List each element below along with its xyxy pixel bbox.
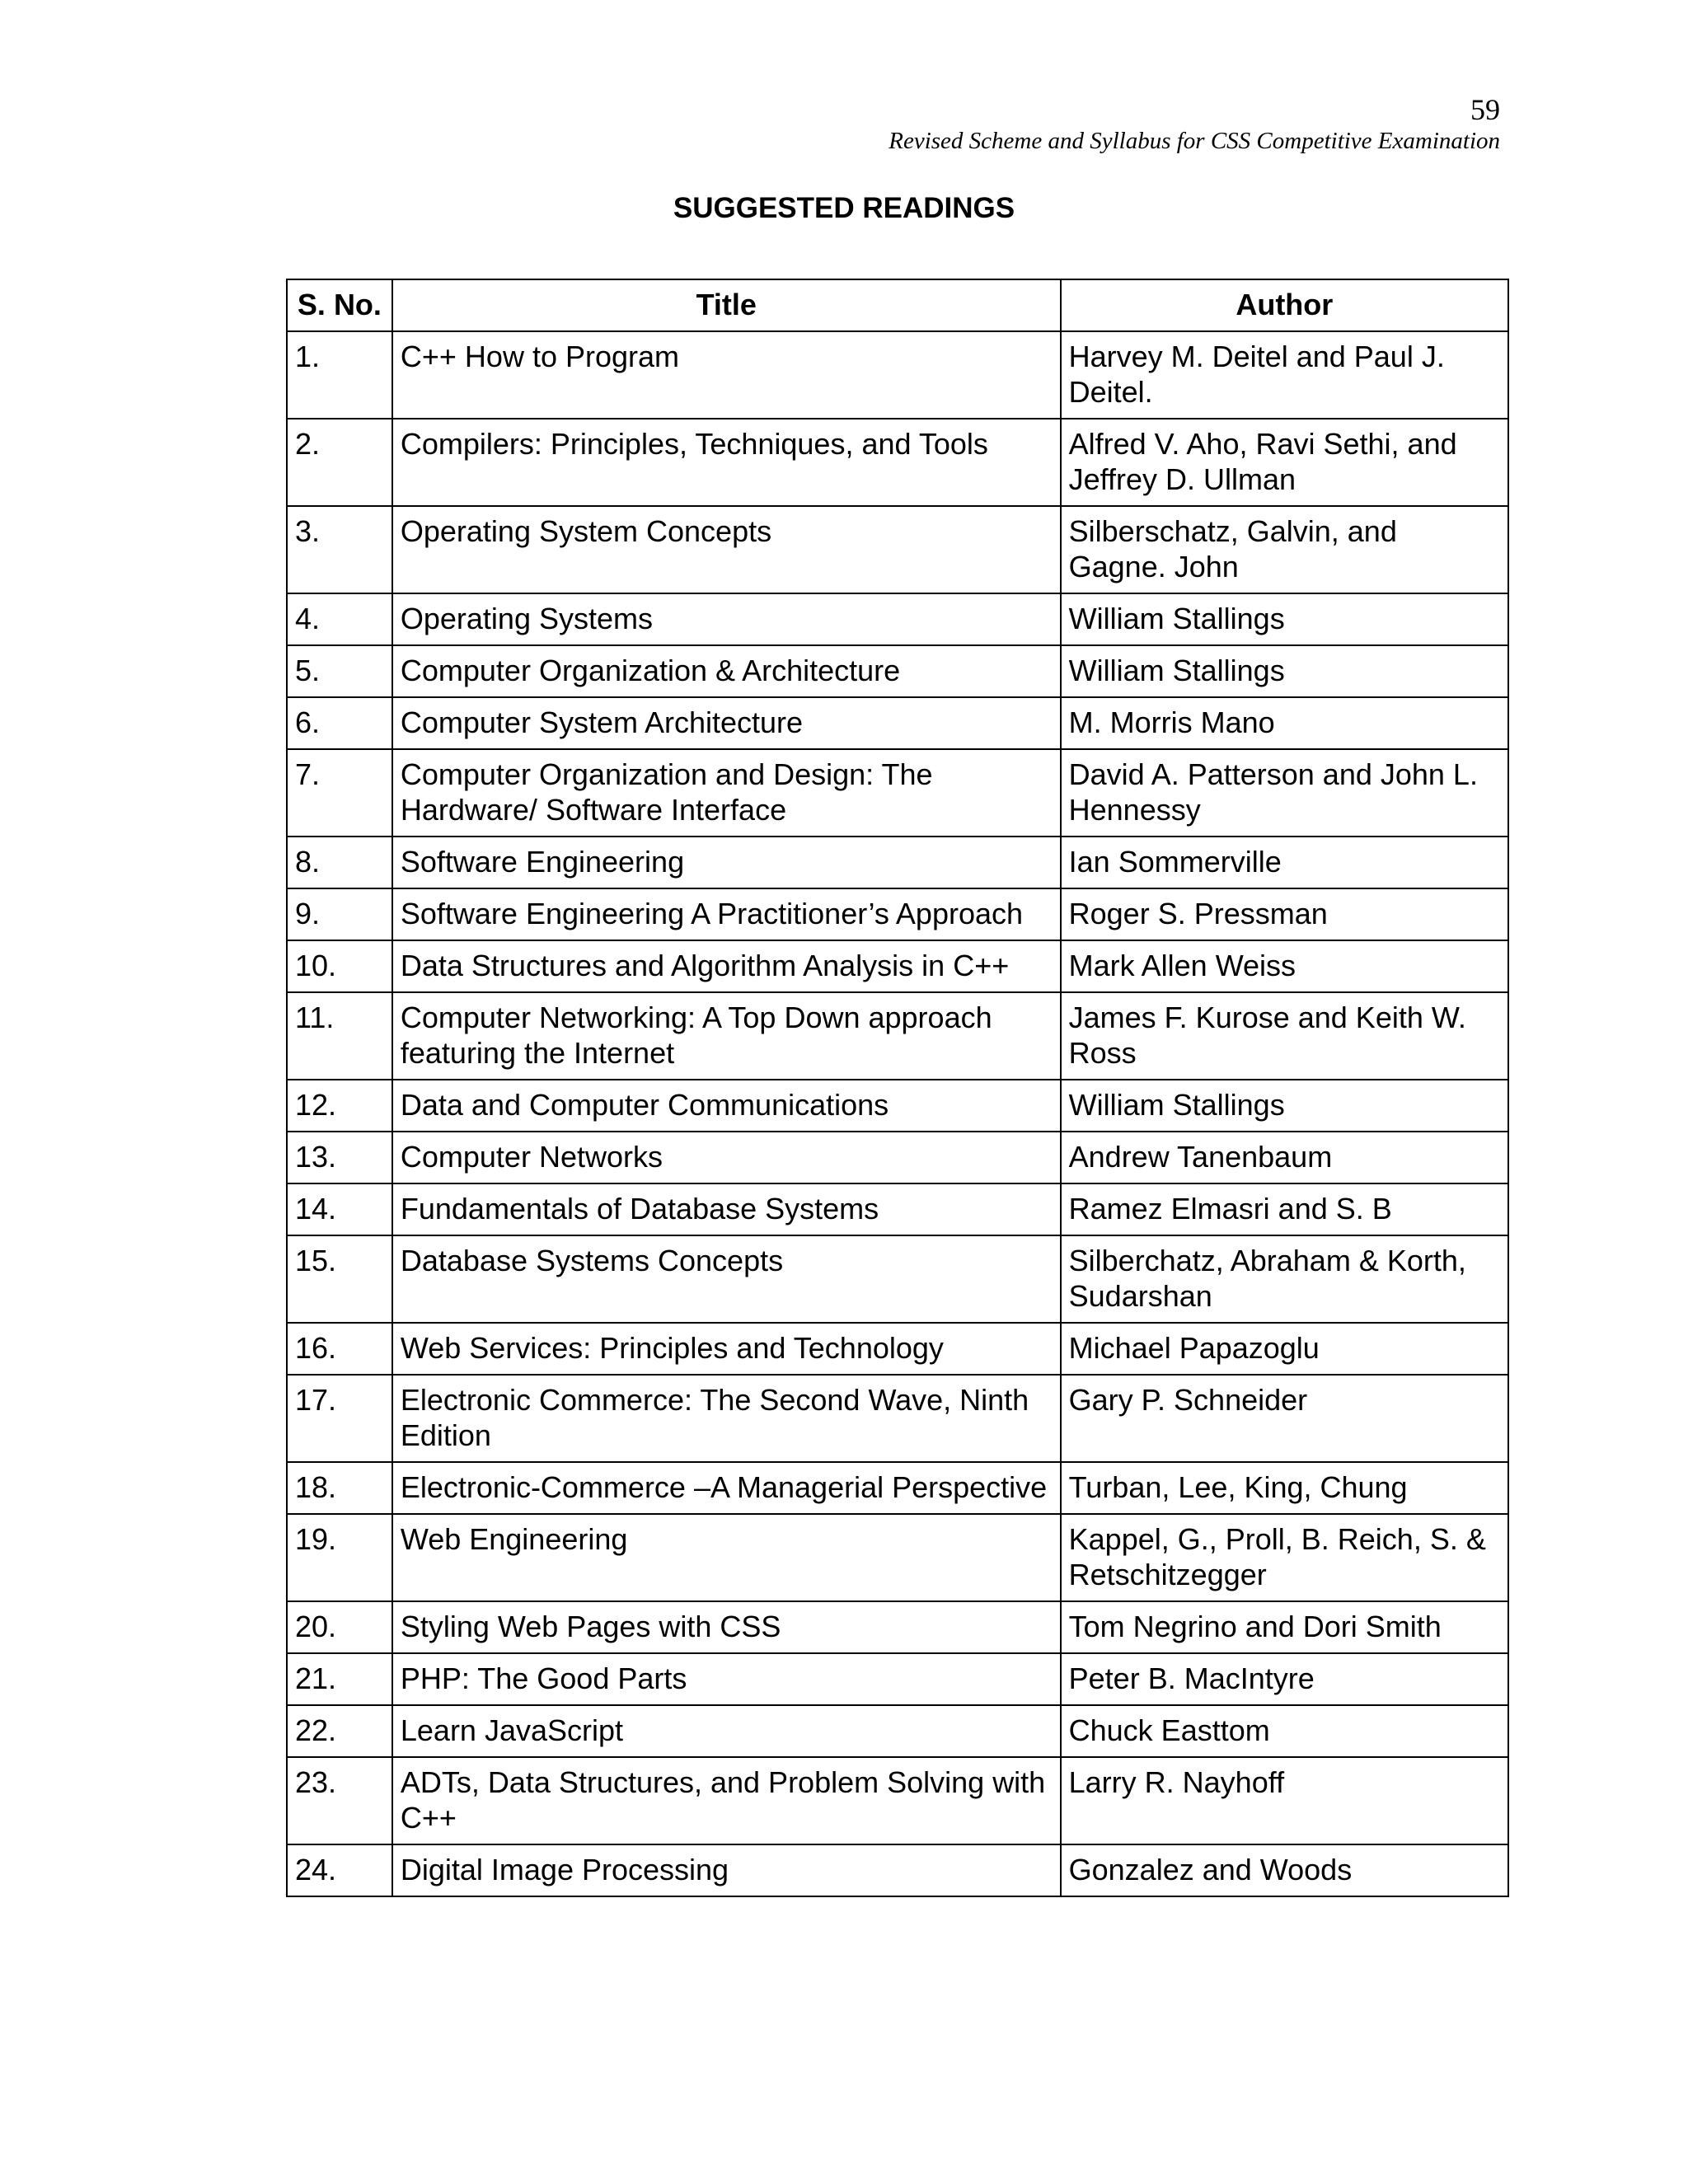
author-cell: Harvey M. Deitel and Paul J. Deitel.: [1061, 331, 1508, 419]
title-cell: Software Engineering A Practitioner’s Approach: [392, 888, 1061, 940]
table-row: [287, 992, 1508, 1080]
serial-number-cell: 10.: [287, 940, 392, 992]
table-row: [287, 888, 1508, 940]
serial-number-cell: 4.: [287, 593, 392, 645]
serial-number-cell: 2.: [287, 419, 392, 506]
author-cell: Alfred V. Aho, Ravi Sethi, and Jeffrey D. Ullman: [1061, 419, 1508, 506]
table-row: [287, 1235, 1508, 1323]
column-header-title: Title: [392, 279, 1061, 331]
serial-number-cell: 16.: [287, 1323, 392, 1375]
serial-number-cell: 8.: [287, 837, 392, 888]
serial-number-cell: 21.: [287, 1653, 392, 1705]
table-row: [287, 837, 1508, 888]
serial-number-cell: 6.: [287, 697, 392, 749]
title-cell: Computer Networks: [392, 1132, 1061, 1183]
table-row: [287, 1375, 1508, 1462]
serial-number-cell: 3.: [287, 506, 392, 593]
serial-number-cell: 23.: [287, 1757, 392, 1844]
table-row: [287, 1653, 1508, 1705]
title-cell: Electronic Commerce: The Second Wave, Ninth Edition: [392, 1375, 1061, 1462]
table-row: [287, 331, 1508, 419]
serial-number-cell: 12.: [287, 1080, 392, 1132]
title-cell: Operating Systems: [392, 593, 1061, 645]
serial-number-cell: 1.: [287, 331, 392, 419]
page-number: 59: [1470, 93, 1500, 126]
title-cell: Software Engineering: [392, 837, 1061, 888]
table-row: [287, 593, 1508, 645]
serial-number-cell: 11.: [287, 992, 392, 1080]
title-cell: Computer Organization and Design: The Hardware/ Software Interface: [392, 749, 1061, 837]
title-cell: Web Engineering: [392, 1514, 1061, 1601]
author-cell: Mark Allen Weiss: [1061, 940, 1508, 992]
serial-number-cell: 15.: [287, 1235, 392, 1323]
title-cell: Web Services: Principles and Technology: [392, 1323, 1061, 1375]
author-cell: Silberchatz, Abraham & Korth, Sudarshan: [1061, 1235, 1508, 1323]
serial-number-cell: 19.: [287, 1514, 392, 1601]
table-row: [287, 1183, 1508, 1235]
title-cell: Styling Web Pages with CSS: [392, 1601, 1061, 1653]
title-cell: Data and Computer Communications: [392, 1080, 1061, 1132]
author-cell: Andrew Tanenbaum: [1061, 1132, 1508, 1183]
author-cell: Gonzalez and Woods: [1061, 1844, 1508, 1896]
serial-number-cell: 17.: [287, 1375, 392, 1462]
table-row: [287, 419, 1508, 506]
author-cell: Turban, Lee, King, Chung: [1061, 1462, 1508, 1514]
table-row: [287, 506, 1508, 593]
author-cell: Roger S. Pressman: [1061, 888, 1508, 940]
author-cell: Ian Sommerville: [1061, 837, 1508, 888]
title-cell: Computer Organization & Architecture: [392, 645, 1061, 697]
table-row: [287, 1601, 1508, 1653]
author-cell: William Stallings: [1061, 645, 1508, 697]
serial-number-cell: 5.: [287, 645, 392, 697]
author-cell: James F. Kurose and Keith W. Ross: [1061, 992, 1508, 1080]
title-cell: ADTs, Data Structures, and Problem Solving with C++: [392, 1757, 1061, 1844]
author-cell: William Stallings: [1061, 1080, 1508, 1132]
author-cell: Larry R. Nayhoff: [1061, 1757, 1508, 1844]
title-cell: Electronic-Commerce –A Managerial Perspective: [392, 1462, 1061, 1514]
author-cell: William Stallings: [1061, 593, 1508, 645]
serial-number-cell: 22.: [287, 1705, 392, 1757]
table-row: [287, 940, 1508, 992]
table-row: [287, 1705, 1508, 1757]
title-cell: Operating System Concepts: [392, 506, 1061, 593]
column-header-serial-number: S. No.: [287, 279, 392, 331]
title-cell: Fundamentals of Database Systems: [392, 1183, 1061, 1235]
title-cell: Database Systems Concepts: [392, 1235, 1061, 1323]
table-row: [287, 1080, 1508, 1132]
serial-number-cell: 20.: [287, 1601, 392, 1653]
author-cell: Silberschatz, Galvin, and Gagne. John: [1061, 506, 1508, 593]
author-cell: Gary P. Schneider: [1061, 1375, 1508, 1462]
author-cell: M. Morris Mano: [1061, 697, 1508, 749]
author-cell: David A. Patterson and John L. Hennessy: [1061, 749, 1508, 837]
title-cell: C++ How to Program: [392, 331, 1061, 419]
table-row: [287, 1757, 1508, 1844]
table-row: [287, 1462, 1508, 1514]
author-cell: Michael Papazoglu: [1061, 1323, 1508, 1375]
serial-number-cell: 9.: [287, 888, 392, 940]
author-cell: Chuck Easttom: [1061, 1705, 1508, 1757]
author-cell: Tom Negrino and Dori Smith: [1061, 1601, 1508, 1653]
author-cell: Peter B. MacIntyre: [1061, 1653, 1508, 1705]
table-row: [287, 697, 1508, 749]
author-cell: Kappel, G., Proll, B. Reich, S. & Retschitzegger: [1061, 1514, 1508, 1601]
table-row: [287, 1132, 1508, 1183]
table-header-row: [287, 279, 1508, 331]
serial-number-cell: 13.: [287, 1132, 392, 1183]
serial-number-cell: 18.: [287, 1462, 392, 1514]
table-row: [287, 1514, 1508, 1601]
running-header: Revised Scheme and Syllabus for CSS Competitive Examination: [889, 128, 1500, 154]
serial-number-cell: 14.: [287, 1183, 392, 1235]
author-cell: Ramez Elmasri and S. B: [1061, 1183, 1508, 1235]
title-cell: Learn JavaScript: [392, 1705, 1061, 1757]
title-cell: Compilers: Principles, Techniques, and Tools: [392, 419, 1061, 506]
title-cell: Data Structures and Algorithm Analysis in C++: [392, 940, 1061, 992]
serial-number-cell: 7.: [287, 749, 392, 837]
table-row: [287, 1844, 1508, 1896]
serial-number-cell: 24.: [287, 1844, 392, 1896]
column-header-author: Author: [1061, 279, 1508, 331]
title-cell: Computer Networking: A Top Down approach featuring the Internet: [392, 992, 1061, 1080]
title-cell: Computer System Architecture: [392, 697, 1061, 749]
title-cell: Digital Image Processing: [392, 1844, 1061, 1896]
table-row: [287, 749, 1508, 837]
table-row: [287, 645, 1508, 697]
section-title: SUGGESTED READINGS: [673, 192, 1015, 224]
table-row: [287, 1323, 1508, 1375]
table-body: [287, 331, 1508, 1896]
title-cell: PHP: The Good Parts: [392, 1653, 1061, 1705]
suggested-readings-table: [286, 279, 1509, 1897]
